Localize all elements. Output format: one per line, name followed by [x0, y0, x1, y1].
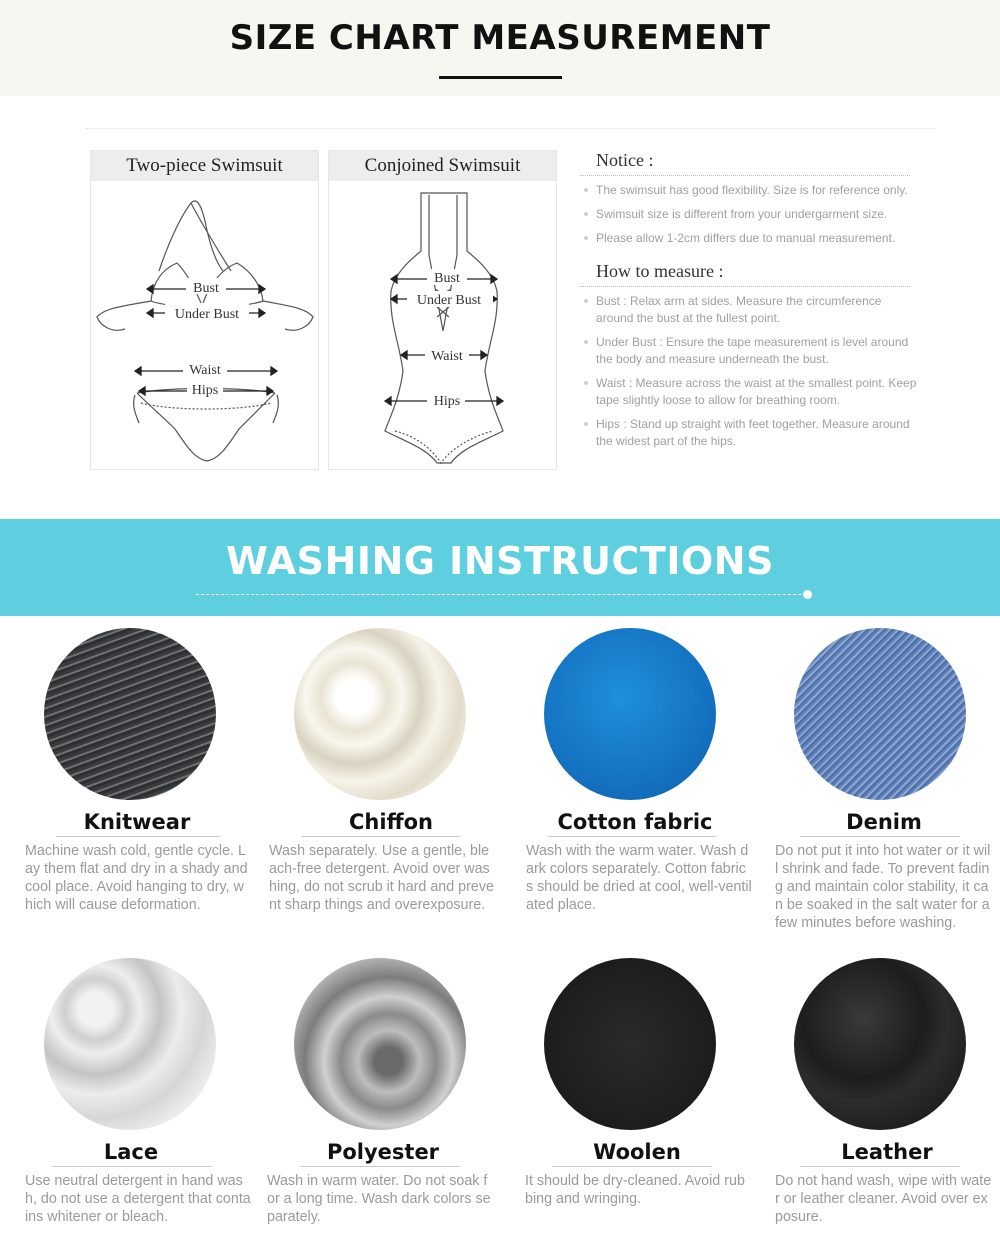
notice-item: The swimsuit has good flexibility. Size is for reference only.	[580, 182, 920, 199]
fabric-description-chiffon: Wash separately. Use a gentle, bleach-free detergent. Avoid over washing, do not scrub it hard and prevent sharp things and overexposure.	[269, 843, 494, 913]
one-piece-diagram	[329, 181, 558, 471]
fabric-description-woolen: It should be dry-cleaned. Avoid rubbing and wringing.	[525, 1173, 745, 1207]
bust-label: Bust	[434, 271, 460, 286]
washing-divider	[196, 594, 806, 595]
measure-item: Waist : Measure across the waist at the smallest point. Keep tape slightly loose to allow for breathing room.	[580, 375, 920, 409]
hips-label: Hips	[433, 394, 461, 409]
bust-label: Bust	[193, 281, 219, 296]
fabric-name-knitwear: Knitwear	[83, 810, 191, 834]
notice-item: Please allow 1-2cm differs due to manual measurement.	[580, 230, 920, 247]
knit-fabric-swatch	[44, 628, 216, 800]
leather-fabric-swatch	[794, 958, 966, 1130]
fabric-divider	[800, 836, 960, 837]
fabric-description-lace: Use neutral detergent in hand wash, do not use a detergent that contains whitener or bleach.	[25, 1173, 251, 1225]
size-chart-title: SIZE CHART MEASUREMENT	[229, 18, 771, 58]
fabric-name-woolen: Woolen	[593, 1140, 681, 1164]
fabric-description-polyester: Wash in warm water. Do not soak for a long time. Wash dark colors separately.	[267, 1173, 491, 1225]
conjoined-swimsuit-panel	[328, 150, 557, 470]
under-bust-label: Under Bust	[174, 307, 240, 322]
fabric-description-leather: Do not hand wash, wipe with water or leather cleaner. Avoid over exposure.	[775, 1173, 992, 1225]
fabric-divider	[52, 1166, 212, 1167]
fabric-name-chiffon: Chiffon	[349, 810, 433, 834]
waist-label: Waist	[189, 363, 221, 378]
measure-item: Hips : Stand up straight with feet together. Measure around the widest part of the hips.	[580, 416, 920, 450]
polyester-fabric-swatch	[294, 958, 466, 1130]
fabric-divider	[548, 836, 716, 837]
fabric-name-cotton: Cotton fabric	[557, 810, 713, 834]
waist-label: Waist	[431, 349, 463, 364]
bikini-diagram	[91, 181, 320, 471]
notice-box	[580, 150, 920, 457]
fabric-divider	[56, 836, 220, 837]
divider-dot	[803, 590, 812, 599]
measure-item: Bust : Relax arm at sides. Measure the circumference around the bust at the fullest point.	[580, 293, 920, 327]
fabric-name-denim: Denim	[846, 810, 922, 834]
fabric-name-leather: Leather	[841, 1140, 933, 1164]
hips-label: Hips	[191, 383, 219, 398]
denim-fabric-swatch	[794, 628, 966, 800]
notice-heading: Notice :	[580, 150, 910, 176]
notice-item: Swimsuit size is different from your undergarment size.	[580, 206, 920, 223]
under-bust-label: Under Bust	[416, 293, 482, 308]
fabric-name-polyester: Polyester	[326, 1140, 440, 1164]
lace-fabric-swatch	[44, 958, 216, 1130]
fabric-divider	[800, 1166, 960, 1167]
fabric-divider	[302, 836, 460, 837]
fabric-divider	[300, 1166, 460, 1167]
chart-divider	[86, 128, 936, 134]
title-underline	[439, 76, 562, 79]
cotton-fabric-swatch	[544, 628, 716, 800]
fabric-name-lace: Lace	[103, 1140, 159, 1164]
panel-title: Two-piece Swimsuit	[91, 151, 318, 181]
fabric-description-cotton: Wash with the warm water. Wash dark colors separately. Cotton fabrics should be dried at cool, well-ventilated place.	[526, 843, 752, 913]
two-piece-swimsuit-panel	[90, 150, 319, 470]
chiffon-fabric-swatch	[294, 628, 466, 800]
fabric-description-denim: Do not put it into hot water or it will shrink and fade. To prevent fading and maintain color stability, it can be soaked in the salt water for a few minutes before washing.	[775, 843, 991, 931]
measure-item: Under Bust : Ensure the tape measurement is level around the body and measure underneath the bust.	[580, 334, 920, 368]
how-to-measure-heading: How to measure :	[580, 261, 910, 287]
washing-title: WASHING INSTRUCTIONS	[226, 539, 774, 583]
fabric-description-knitwear: Machine wash cold, gentle cycle. Lay them flat and dry in a shady and cool place. Avoid hanging to dry, which will cause deformation.	[25, 843, 248, 913]
panel-title: Conjoined Swimsuit	[329, 151, 556, 181]
woolen-fabric-swatch	[544, 958, 716, 1130]
fabric-divider	[552, 1166, 712, 1167]
